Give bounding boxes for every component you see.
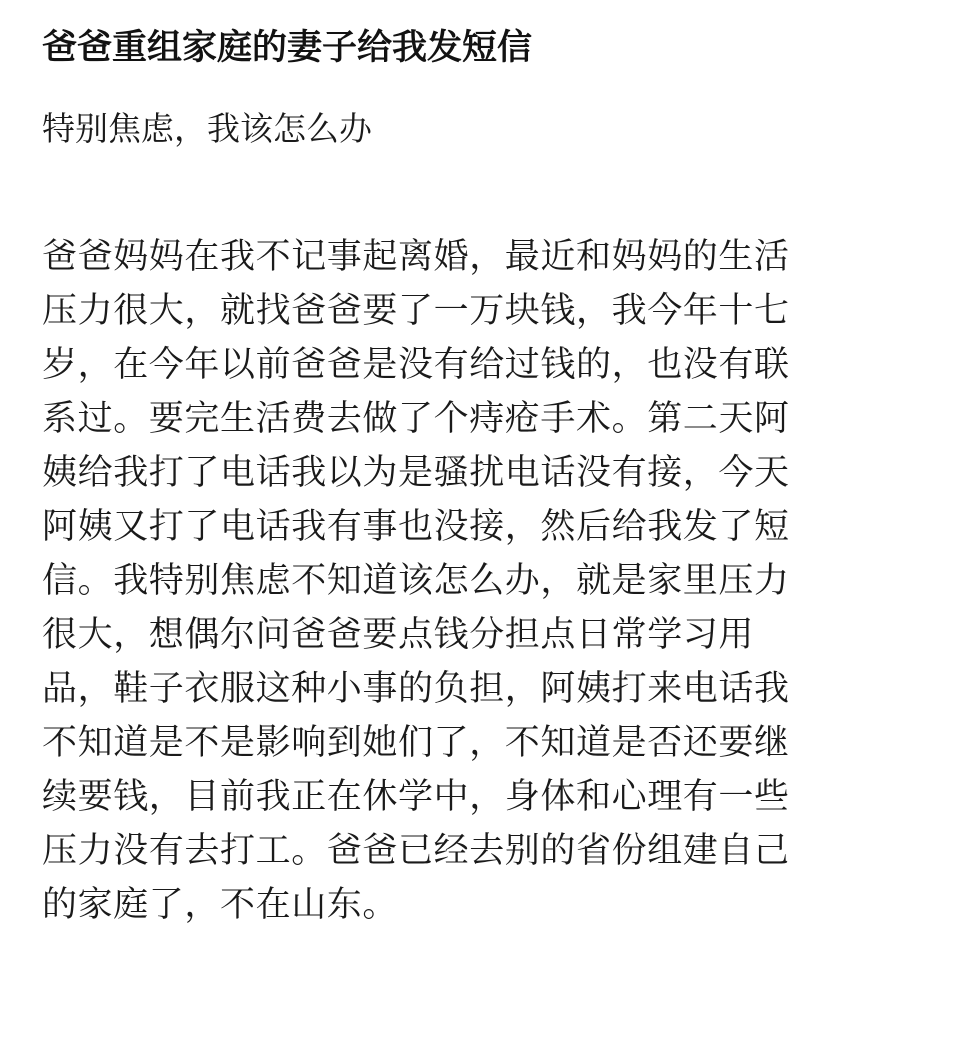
post-title: 爸爸重组家庭的妻子给我发短信: [42, 28, 533, 68]
body-line: 系过。要完生活费去做了个痔疮手术。第二天阿: [42, 399, 790, 439]
body-line: 岁，在今年以前爸爸是没有给过钱的，也没有联: [42, 345, 790, 385]
body-line: 压力没有去打工。爸爸已经去别的省份组建自己: [42, 831, 790, 871]
body-line: 爸爸妈妈在我不记事起离婚，最近和妈妈的生活: [42, 237, 790, 277]
body-line: 姨给我打了电话我以为是骚扰电话没有接，今天: [42, 453, 790, 493]
post-subtitle: 特别焦虑，我该怎么办: [42, 109, 372, 148]
body-line: 品，鞋子衣服这种小事的负担，阿姨打来电话我: [42, 669, 790, 709]
body-line: 不知道是不是影响到她们了，不知道是否还要继: [42, 723, 790, 763]
body-line: 阿姨又打了电话我有事也没接，然后给我发了短: [42, 507, 790, 547]
body-line: 信。我特别焦虑不知道该怎么办，就是家里压力: [42, 561, 790, 601]
body-line: 很大，想偶尔问爸爸要点钱分担点日常学习用: [42, 615, 755, 655]
post-body: [42, 230, 922, 932]
body-line: 续要钱，目前我正在休学中，身体和心理有一些: [42, 777, 790, 817]
body-line: 压力很大，就找爸爸要了一万块钱，我今年十七: [42, 291, 790, 331]
body-line: 的家庭了，不在山东。: [42, 885, 399, 925]
